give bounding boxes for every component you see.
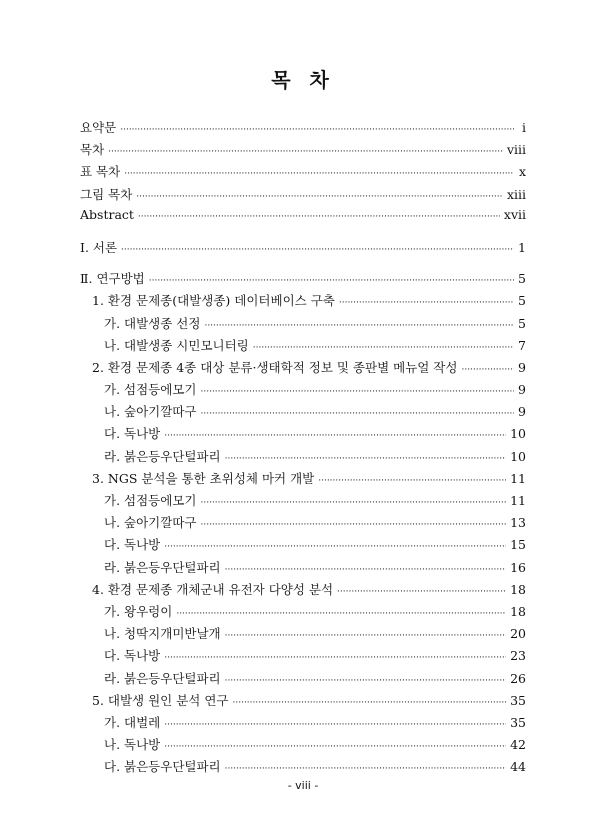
dot-leader [149, 276, 514, 286]
toc-entry-label: 그림 목차 [80, 186, 133, 202]
toc-entry-page: i [522, 120, 526, 135]
toc-entry [80, 669, 526, 691]
toc-entry [80, 238, 526, 260]
dot-leader [200, 387, 514, 397]
toc-entry [80, 646, 526, 668]
toc-entry-label: 다. 붉은등우단털파리 [104, 759, 221, 775]
toc-entry [80, 207, 526, 229]
toc-entry-label: 3. NGS 분석을 통한 초위성체 마커 개발 [92, 470, 315, 486]
toc-entry-page: 9 [518, 404, 526, 420]
toc-entry-label: 나. 대발생종 시민모니터링 [104, 337, 249, 353]
toc-entry-page: 18 [510, 581, 526, 597]
page-number-footer: - viii - [287, 779, 319, 792]
toc-entry-label: 나. 숲아기깔따구 [104, 404, 197, 420]
dot-leader [204, 321, 514, 331]
toc-entry-page: x [518, 164, 526, 180]
dot-leader [164, 742, 506, 752]
dot-leader [164, 542, 506, 552]
toc-entry [80, 447, 526, 469]
page-title: 목 차 [271, 68, 335, 92]
toc-entry-page: 26 [510, 670, 526, 686]
toc-entry [80, 535, 526, 557]
dot-leader [136, 192, 503, 202]
toc-entry-page: 42 [510, 737, 526, 753]
toc-entry-label: 가. 섬점등에모기 [104, 382, 197, 398]
dot-leader [225, 676, 506, 686]
dot-leader [164, 653, 506, 663]
toc-entry-page: 11 [510, 493, 526, 508]
toc-entry [80, 757, 526, 779]
toc-entry [80, 602, 526, 624]
dot-leader [124, 169, 514, 179]
dot-leader [108, 147, 503, 157]
toc-entry [80, 491, 526, 513]
toc-entry [80, 513, 526, 535]
toc-entry-label: 나. 청딱지개미반날개 [104, 626, 221, 642]
toc-entry [80, 162, 526, 184]
toc-entry-page: 16 [510, 559, 526, 575]
dot-leader [233, 698, 507, 708]
toc-entry [80, 735, 526, 757]
dot-leader [253, 343, 514, 353]
toc-entry [80, 118, 526, 140]
toc-entry-page: xvii [503, 206, 526, 222]
dot-leader [461, 365, 514, 375]
toc-entry [80, 291, 526, 313]
toc-entry [80, 185, 526, 207]
toc-entry-page: 7 [518, 337, 526, 353]
toc-entry [80, 713, 526, 735]
dot-leader [318, 476, 506, 486]
toc-entry-page: 11 [510, 470, 526, 486]
toc-entry-label: 2. 환경 문제종 4종 대상 분류·생태학적 정보 및 종판별 메뉴얼 작성 [92, 359, 458, 375]
toc-entry-label: 가. 대벌레 [104, 714, 161, 730]
dot-leader [120, 125, 514, 135]
toc-entry-label: Ⅱ. 연구방법 [80, 271, 145, 287]
toc-entry [80, 380, 526, 402]
dot-leader [200, 520, 506, 530]
toc-entry-label: 목차 [80, 142, 105, 158]
dot-leader [176, 609, 506, 619]
dot-leader [200, 409, 514, 419]
toc-entry-label: 1. 환경 문제종(대발생종) 데이터베이스 구축 [92, 293, 335, 309]
toc-entry-label: 나. 독나방 [104, 737, 161, 753]
toc-entry-page: 5 [518, 293, 526, 309]
toc-entry-label: Abstract [80, 206, 134, 222]
toc-entry-page: 35 [510, 714, 526, 730]
dot-leader [225, 764, 506, 774]
table-of-contents [80, 118, 526, 779]
toc-entry-page: 23 [510, 648, 526, 664]
toc-entry-page: 10 [510, 426, 526, 442]
dot-leader [225, 565, 506, 575]
toc-entry-label: 다. 독나방 [104, 426, 161, 442]
toc-entry-label: 가. 왕우렁이 [104, 603, 173, 619]
dot-leader [138, 212, 500, 222]
toc-entry [80, 402, 526, 424]
toc-entry-page: 1 [518, 239, 526, 255]
toc-entry-label: 가. 대발생종 선정 [104, 315, 201, 331]
toc-entry [80, 358, 526, 380]
toc-entry-label: 라. 붉은등우단털파리 [104, 670, 221, 686]
toc-entry [80, 624, 526, 646]
dot-leader [339, 298, 514, 308]
toc-entry-page: 9 [518, 382, 526, 398]
toc-entry-label: Ⅰ. 서론 [80, 239, 118, 255]
toc-entry-page: 10 [510, 448, 526, 464]
toc-entry [80, 314, 526, 336]
toc-entry-page: xiii [506, 186, 526, 202]
dot-leader [337, 587, 506, 597]
toc-entry [80, 336, 526, 358]
dot-leader [200, 498, 506, 508]
toc-entry [80, 140, 526, 162]
dot-leader [121, 245, 514, 255]
toc-entry [80, 558, 526, 580]
toc-entry-label: 라. 붉은등우단털파리 [104, 448, 221, 464]
toc-entry-page: viii [506, 142, 526, 158]
toc-entry-page: 9 [518, 359, 526, 375]
dot-leader [164, 720, 506, 730]
toc-entry-page: 13 [510, 515, 526, 531]
toc-entry-page: 35 [510, 692, 526, 708]
toc-entry-page: 44 [510, 759, 526, 775]
toc-entry-page: 5 [518, 271, 526, 287]
dot-leader [225, 454, 506, 464]
toc-entry [80, 691, 526, 713]
dot-leader [225, 631, 506, 641]
toc-entry [80, 580, 526, 602]
toc-entry-label: 4. 환경 문제종 개체군내 유전자 다양성 분석 [92, 581, 334, 597]
toc-entry-page: 15 [510, 537, 526, 553]
toc-entry-page: 20 [510, 626, 526, 642]
toc-entry-label: 5. 대발생 원인 분석 연구 [92, 692, 229, 708]
toc-entry-label: 다. 독나방 [104, 537, 161, 553]
toc-entry-label: 표 목차 [80, 164, 121, 180]
toc-entry-label: 나. 숲아기깔따구 [104, 515, 197, 531]
toc-entry-label: 가. 섬점등에모기 [104, 493, 197, 508]
toc-entry-label: 다. 독나방 [104, 648, 161, 664]
dot-leader [164, 431, 506, 441]
toc-entry-label: 라. 붉은등우단털파리 [104, 559, 221, 575]
toc-entry-page: 5 [518, 315, 526, 331]
toc-entry [80, 469, 526, 491]
toc-entry-label: 요약문 [80, 120, 117, 135]
toc-entry [80, 269, 526, 291]
toc-entry-page: 18 [510, 603, 526, 619]
toc-entry [80, 424, 526, 446]
